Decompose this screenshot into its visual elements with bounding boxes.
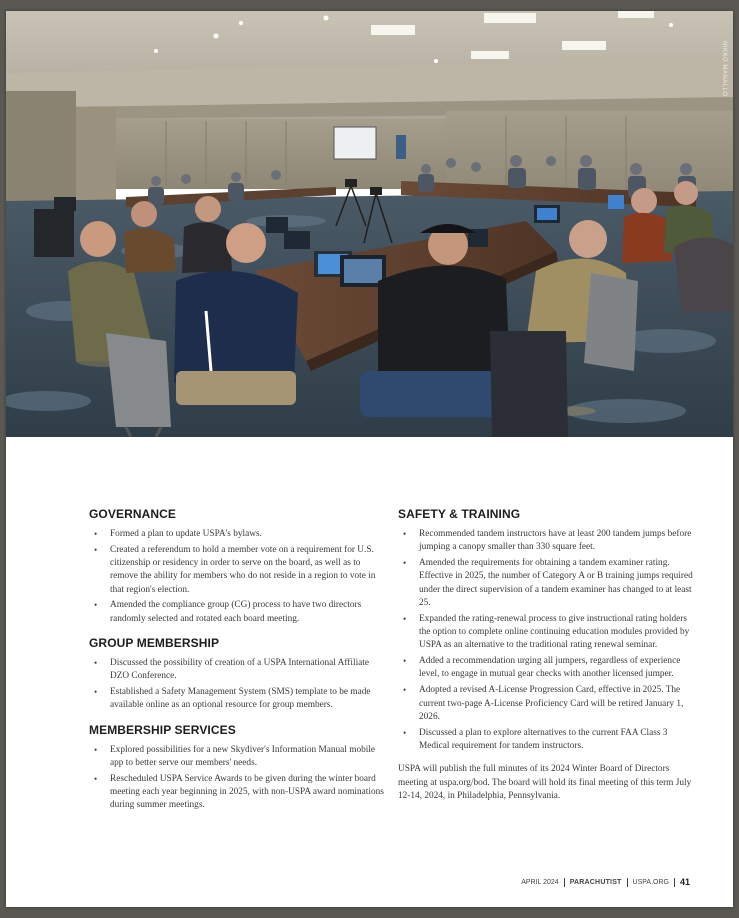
footer-divider [674,878,675,887]
footer-divider [564,878,565,887]
closing-paragraph: USPA will publish the full minutes of its 2024 Winter Board of Directors meeting at uspa.org/bod. The board will hold its final meeting of this term July 12-14, 2024, in Philadelphia, Pennsylvania. [398,764,692,801]
list-item: • Expanded the rating-renewal process to give instructional rating holders the option to complete online continuing education modules provided by USPA as an alternative to the traditional rating renewal seminar. [398,613,698,653]
right-column [398,507,698,803]
page-footer [521,877,690,887]
list-item: • Amended the compliance group (CG) process to have two directors randomly selected and rotated each board meeting. [89,599,385,626]
list-item: • Discussed a plan to explore alternatives to the current FAA Class 3 Medical requirement for tandem instructors. [398,727,698,754]
magazine-name: PARACHUTIST [569,878,622,886]
membership-services-list [89,744,385,813]
list-item: • Amended the requirements for obtaining a tandem examiner rating. Effective in 2025, the number of Category A or B training jumps required under the direct supervision of a tandem examiner has changed to at least 25. [398,557,698,610]
governance-list [89,528,385,626]
safety-training-heading: SAFETY & TRAINING [398,507,521,521]
list-item: • Explored possibilities for a new Skydiver's Information Manual mobile app to better serve our members' needs. [89,744,385,771]
list-item: • Recommended tandem instructors have at least 200 tandem jumps before jumping a canopy smaller than 330 square feet. [398,528,698,555]
governance-heading: GOVERNANCE [89,507,177,521]
meeting-photo [6,11,733,437]
group-membership-list [89,657,385,713]
photo-credit: NIKKO MANALLO [721,41,727,97]
list-item: • Discussed the possibility of creation of a USPA International Affiliate DZO Conference. [89,657,385,684]
page-number: 41 [679,877,690,887]
membership-services-heading: MEMBERSHIP SERVICES [89,722,236,737]
list-item: • Rescheduled USPA Service Awards to be given during the winter board meeting each year beginning in 2025, with non-USPA award nominations during summer meetings. [89,773,385,813]
safety-training-list [398,528,698,753]
list-item: • Added a recommendation urging all jumpers, regardless of experience level, to engage in mutual gear checks with another licensed jumper. [398,655,698,682]
list-item: • Created a referendum to hold a member vote on a requirement for U.S. citizenship or residency in order to serve on the board, as well as to remove the ability for members who do not reside in a region to vote in that region's election. [89,544,385,597]
left-column [89,507,385,823]
group-membership-heading: GROUP MEMBERSHIP [89,636,220,651]
footer-divider [627,878,628,887]
list-item: • Adopted a revised A-License Progression Card, effective in 2025. The current two-page A-License Proficiency Card will be retired January 1, 2026. [398,684,698,724]
website[interactable]: USPA.ORG [632,878,669,886]
list-item: • Formed a plan to update USPA's bylaws. [89,528,385,541]
list-item: • Established a Safety Management System (SMS) template to be made available online as an optional resource for group members. [89,686,385,713]
issue-date: APRIL 2024 [521,878,559,886]
magazine-page [6,11,733,907]
